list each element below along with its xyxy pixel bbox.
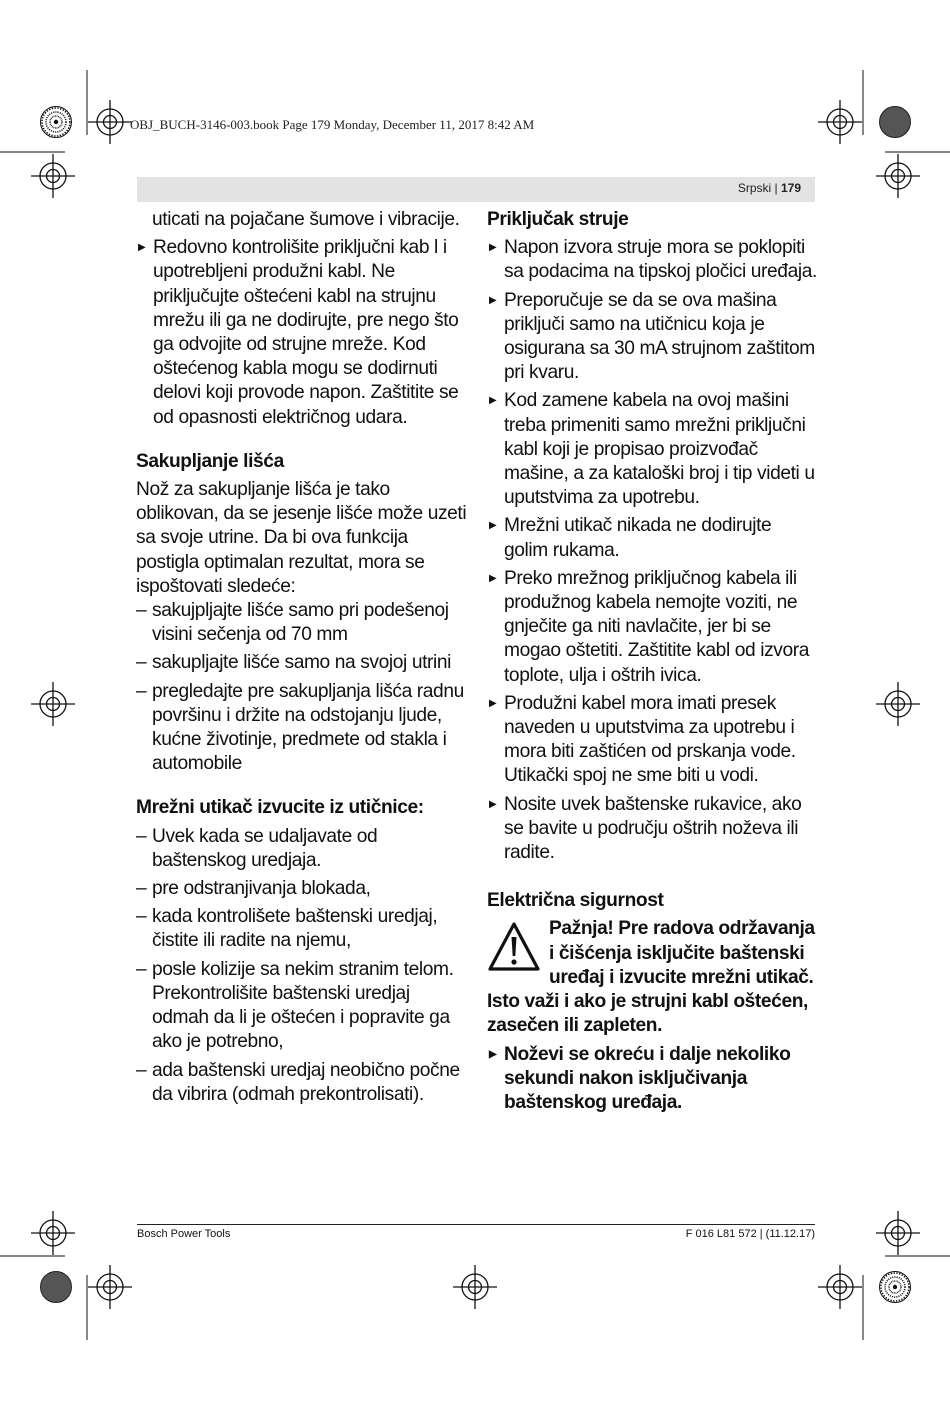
power-item: ▶ Nosite uvek baštenske rukavice, ako se bavite u području oštrih noževa ili radite.: [487, 793, 817, 866]
page-number: 179: [780, 181, 801, 195]
header-section: Srpski: [737, 181, 772, 195]
leaf-heading: Sakupljanje lišća: [136, 450, 284, 472]
plug-item: – Uvek kada se udaljavate od baštenskog uredjaja.: [136, 825, 468, 873]
power-item: ▶ Kod zamene kabela na ovoj mašini treba primeniti samo mrežni priključni kabl koji je propisao proizvođač mašine, a za kataloški broj i tip videti u uputstvima za upotrebu.: [487, 389, 817, 510]
leaf-item: – sakujpljajte lišće samo pri podešenoj visini sečenja od 70 mm: [136, 599, 468, 647]
safety-heading: Električna sigurnost: [487, 890, 664, 912]
footer-brand: Bosch Power Tools: [137, 1228, 231, 1240]
power-item: ▶ Preporučuje se da se ova mašina priključi samo na utičnicu koja je osigurana sa 30 mA strujnom zaštitom pri kvaru.: [487, 289, 817, 386]
bullet-cable-check: ▶ Redovno kontrolišite priključni kab l i upotrebljeni produžni kabl. Ne priključujte oštećeni kabl na strujnu mrežu ili ga ne dodirujte, pre nego što ga odvojite od strujne mreže. Kod oštećenog kabla mogu se dodirnuti delovi koji provode napon. Zaštitite se od opasnosti električnog udara.: [136, 236, 468, 430]
plug-heading: Mrežni utikač izvucite iz utičnice:: [136, 797, 424, 819]
leaf-item: – pregledajte pre sakupljanja lišća radnu površinu i držite na odstojanju ljude, kućne životinje, predmete od stakla i automobile: [136, 680, 468, 777]
blades-note: ▶ Noževi se okreću i dalje nekoliko sekundi nakon isključivanja baštenskog uređaja.: [487, 1043, 817, 1116]
right-column: [487, 208, 817, 1115]
warning-block: [487, 917, 817, 1038]
plug-item: – kada kontrolišete baštenski uredjaj, čistite ili radite na njemu,: [136, 905, 468, 953]
page-header: [137, 177, 815, 202]
print-info: OBJ_BUCH-3146-003.book Page 179 Monday, December 11, 2017 8:42 AM: [130, 117, 535, 132]
plug-item: – ada baštenski uredjaj neobično počne da vibrira (odmah prekontrolisati).: [136, 1059, 468, 1107]
footer-divider: [137, 1224, 815, 1225]
power-item: ▶ Napon izvora struje mora se poklopiti sa podacima na tipskoj pločici uređaja.: [487, 236, 817, 284]
power-item: ▶ Mrežni utikač nikada ne dodirujte golim rukama.: [487, 514, 817, 562]
leaf-text: Nož za sakupljanje lišća je tako oblikovan, da se jesenje lišće može uzeti sa svoje utrine. Da bi ova funkcija postigla optimalan rezultat, mora se ispoštovati sledeće:: [136, 479, 467, 597]
intro-continuation: uticati na pojačane šumove i vibracije.: [152, 209, 460, 230]
plug-item: – posle kolizije sa nekim stranim telom. Prekontrolišite baštenski uredjaj odmah da li je oštećen i popravite ga ako je potrebno,: [136, 958, 468, 1055]
leaf-item: – sakupljajte lišće samo na svojoj utrini: [136, 651, 468, 675]
warning-text: Pažnja! Pre radova održavanja i čišćenja isključite baštenski uređaj i izvucite mrežni utikač. Isto važi i ako je strujni kabl oštećen, zasečen ili zapleten.: [487, 918, 815, 1037]
plug-item: – pre odstranjivanja blokada,: [136, 877, 468, 901]
header-text: Srpski | 179: [737, 181, 801, 195]
power-item: ▶ Preko mrežnog priključnog kabela ili produžnog kabela nemojte voziti, ne gnječite ga niti navlačite, jer bi se mogao oštetiti. Zaštitite kabl od izvora toplote, ulja i oštrih ivica.: [487, 567, 817, 688]
warning-triangle-icon: [487, 921, 541, 973]
power-heading: Priključak struje: [487, 209, 629, 230]
left-column: [136, 208, 468, 1107]
power-item: ▶ Produžni kabel mora imati presek naveden u uputstvima za upotrebu i mora biti zaštićen od prskanja vode. Utikački spoj ne sme biti u vodi.: [487, 692, 817, 789]
footer-doc-number: F 016 L81 572 | (11.12.17): [685, 1228, 815, 1240]
